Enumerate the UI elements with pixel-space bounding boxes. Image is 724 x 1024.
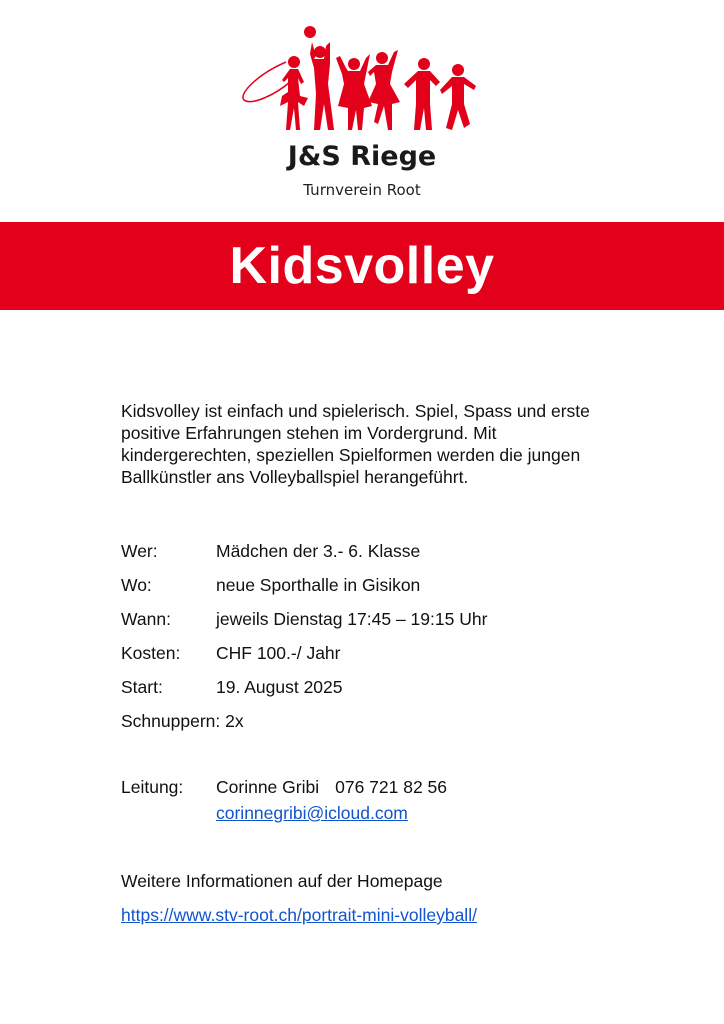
detail-row-where (121, 574, 420, 596)
detail-value: Mädchen der 3.- 6. Klasse (216, 541, 421, 561)
detail-label: Wo: (121, 575, 152, 595)
detail-value: 19. August 2025 (216, 677, 343, 697)
detail-row-cost (121, 642, 340, 664)
detail-value: jeweils Dienstag 17:45 – 19:15 Uhr (216, 609, 488, 629)
detail-label: Wann: (121, 609, 171, 629)
title-banner (0, 222, 724, 310)
detail-row-when (121, 608, 487, 630)
contact-phone: 076 721 82 56 (335, 777, 448, 797)
contact-email-link[interactable]: corinnegribi@icloud.com (216, 803, 408, 823)
contact-row (121, 776, 447, 798)
detail-label: Kosten: (121, 643, 181, 663)
detail-label: Wer: (121, 541, 158, 561)
detail-value: CHF 100.-/ Jahr (216, 643, 341, 663)
detail-value: neue Sporthalle in Gisikon (216, 575, 421, 595)
contact-name: Corinne Gribi (216, 777, 320, 797)
homepage-link[interactable]: https://www.stv-root.ch/portrait-mini-volleyball/ (121, 905, 477, 925)
trial-info: Schnuppern: 2x (121, 711, 244, 731)
intro-paragraph: Kidsvolley ist einfach und spielerisch. Spiel, Spass und erste positive Erfahrungen stehen im Vordergrund. Mit kindergerechten, speziellen Spielformen werden die jungen Ballkünstler ans Volleyballspiel herangeführt. (121, 401, 590, 487)
dancing-kids-silhouette-icon (238, 24, 488, 136)
contact-label: Leitung: (121, 777, 184, 797)
more-info-text: Weitere Informationen auf der Homepage (121, 871, 443, 891)
detail-label: Start: (121, 677, 163, 697)
detail-row-who (121, 540, 420, 562)
brand-subtitle: Turnverein Root (303, 181, 421, 199)
detail-row-start (121, 676, 343, 698)
page-title: Kidsvolley (229, 237, 495, 295)
brand-name: J&S Riege (287, 141, 437, 172)
